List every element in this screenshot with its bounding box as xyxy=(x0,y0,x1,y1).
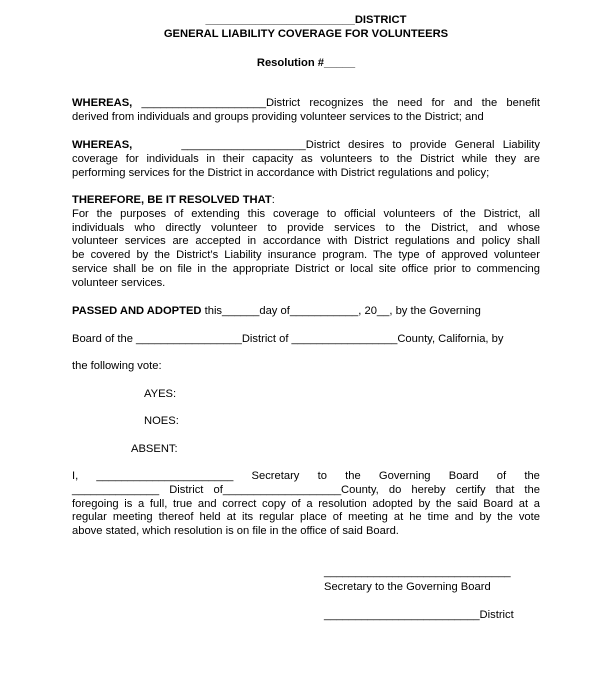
cert-word: Secretary xyxy=(251,470,300,482)
signature-district-line: _________________________District xyxy=(324,609,514,621)
therefore-line: volunteer services are accepted in accordance with District regulations and policy shall xyxy=(72,235,540,248)
signature-rule: ______________________________ xyxy=(324,566,511,578)
certification-line-1 xyxy=(72,470,540,484)
whereas-2-line-3: performing services for the District in accordance with District regulations and policy; xyxy=(72,166,490,179)
whereas-1-line-1 xyxy=(72,97,540,111)
cert-word: Governing xyxy=(378,470,431,482)
document-title xyxy=(0,27,612,41)
passed-adopted-label: PASSED AND ADOPTED xyxy=(72,305,202,317)
whereas-paragraph-2 xyxy=(72,139,540,180)
secretary-signature-label: Secretary to the Governing Board xyxy=(324,581,491,593)
vote-absent: ABSENT: xyxy=(131,443,178,455)
therefore-line: volunteer services. xyxy=(72,276,166,289)
whereas-1-label: WHEREAS, xyxy=(72,97,133,109)
therefore-line: be covered by the District’s Liability insurance program. The type of approved volunteer xyxy=(72,249,540,262)
therefore-line: individuals who directly volunteer to provide services to the District, and whose xyxy=(72,221,540,234)
therefore-line: service shall be on file in the appropriate District or local site office prior to commencing xyxy=(72,262,540,275)
certification-line-4: regular meeting thereof held at its regular place of meeting at he time and by the vote xyxy=(72,511,540,524)
whereas-paragraph-1 xyxy=(72,97,540,125)
district-header-text: ________________________DISTRICT xyxy=(205,14,407,26)
cert-word: I, xyxy=(72,470,79,482)
whereas-2-line-2: coverage for individuals in their capacity as volunteers to the District while they are xyxy=(72,152,540,165)
cert-word: of xyxy=(496,470,507,482)
cert-word: ______________________ xyxy=(96,470,234,482)
whereas-1-line-1-text: ____________________District recognizes the need for and the benefit xyxy=(141,97,540,109)
passed-adopted-line-2: Board of the _________________District of _________________County, California, by xyxy=(72,333,504,345)
certification-line-5: above stated, which resolution is on file in the office of said Board. xyxy=(72,525,399,538)
passed-adopted-line-3: the following vote: xyxy=(72,360,162,372)
therefore-paragraph xyxy=(72,194,540,291)
therefore-colon: : xyxy=(271,194,275,206)
passed-adopted-line-1 xyxy=(72,304,481,318)
therefore-line: For the purposes of extending this coverage to official volunteers of the District, all xyxy=(72,207,540,220)
cert-word: Board xyxy=(448,470,479,482)
vote-ayes: AYES: xyxy=(144,388,177,400)
therefore-heading xyxy=(72,194,540,208)
certification-line-2: ______________ District of___________________County, do hereby certify that the xyxy=(72,483,540,496)
whereas-2-label: WHEREAS, xyxy=(72,139,133,151)
whereas-1-line-2: derived from individuals and groups providing volunteer services to the District; and xyxy=(72,110,484,123)
cert-word: to xyxy=(317,470,327,482)
vote-noes: NOES: xyxy=(144,415,179,427)
certification-paragraph xyxy=(72,470,540,539)
resolution-number-text: Resolution #_____ xyxy=(256,57,356,69)
certification-line-3: foregoing is a full, true and correct copy of a resolution adopted by the said Board at a xyxy=(72,497,540,510)
whereas-2-line-1 xyxy=(72,139,540,153)
document-title-text: GENERAL LIABILITY COVERAGE FOR VOLUNTEERS xyxy=(163,28,449,40)
passed-adopted-text: this______day of___________, 20__, by the Governing xyxy=(201,305,481,317)
resolution-number xyxy=(0,56,612,70)
whereas-2-line-1-text: ____________________District desires to provide General Liability xyxy=(181,139,540,151)
cert-word: the xyxy=(345,470,361,482)
cert-word: the xyxy=(524,470,540,482)
therefore-label: THEREFORE, BE IT RESOLVED THAT xyxy=(72,194,272,206)
district-header xyxy=(0,13,612,27)
